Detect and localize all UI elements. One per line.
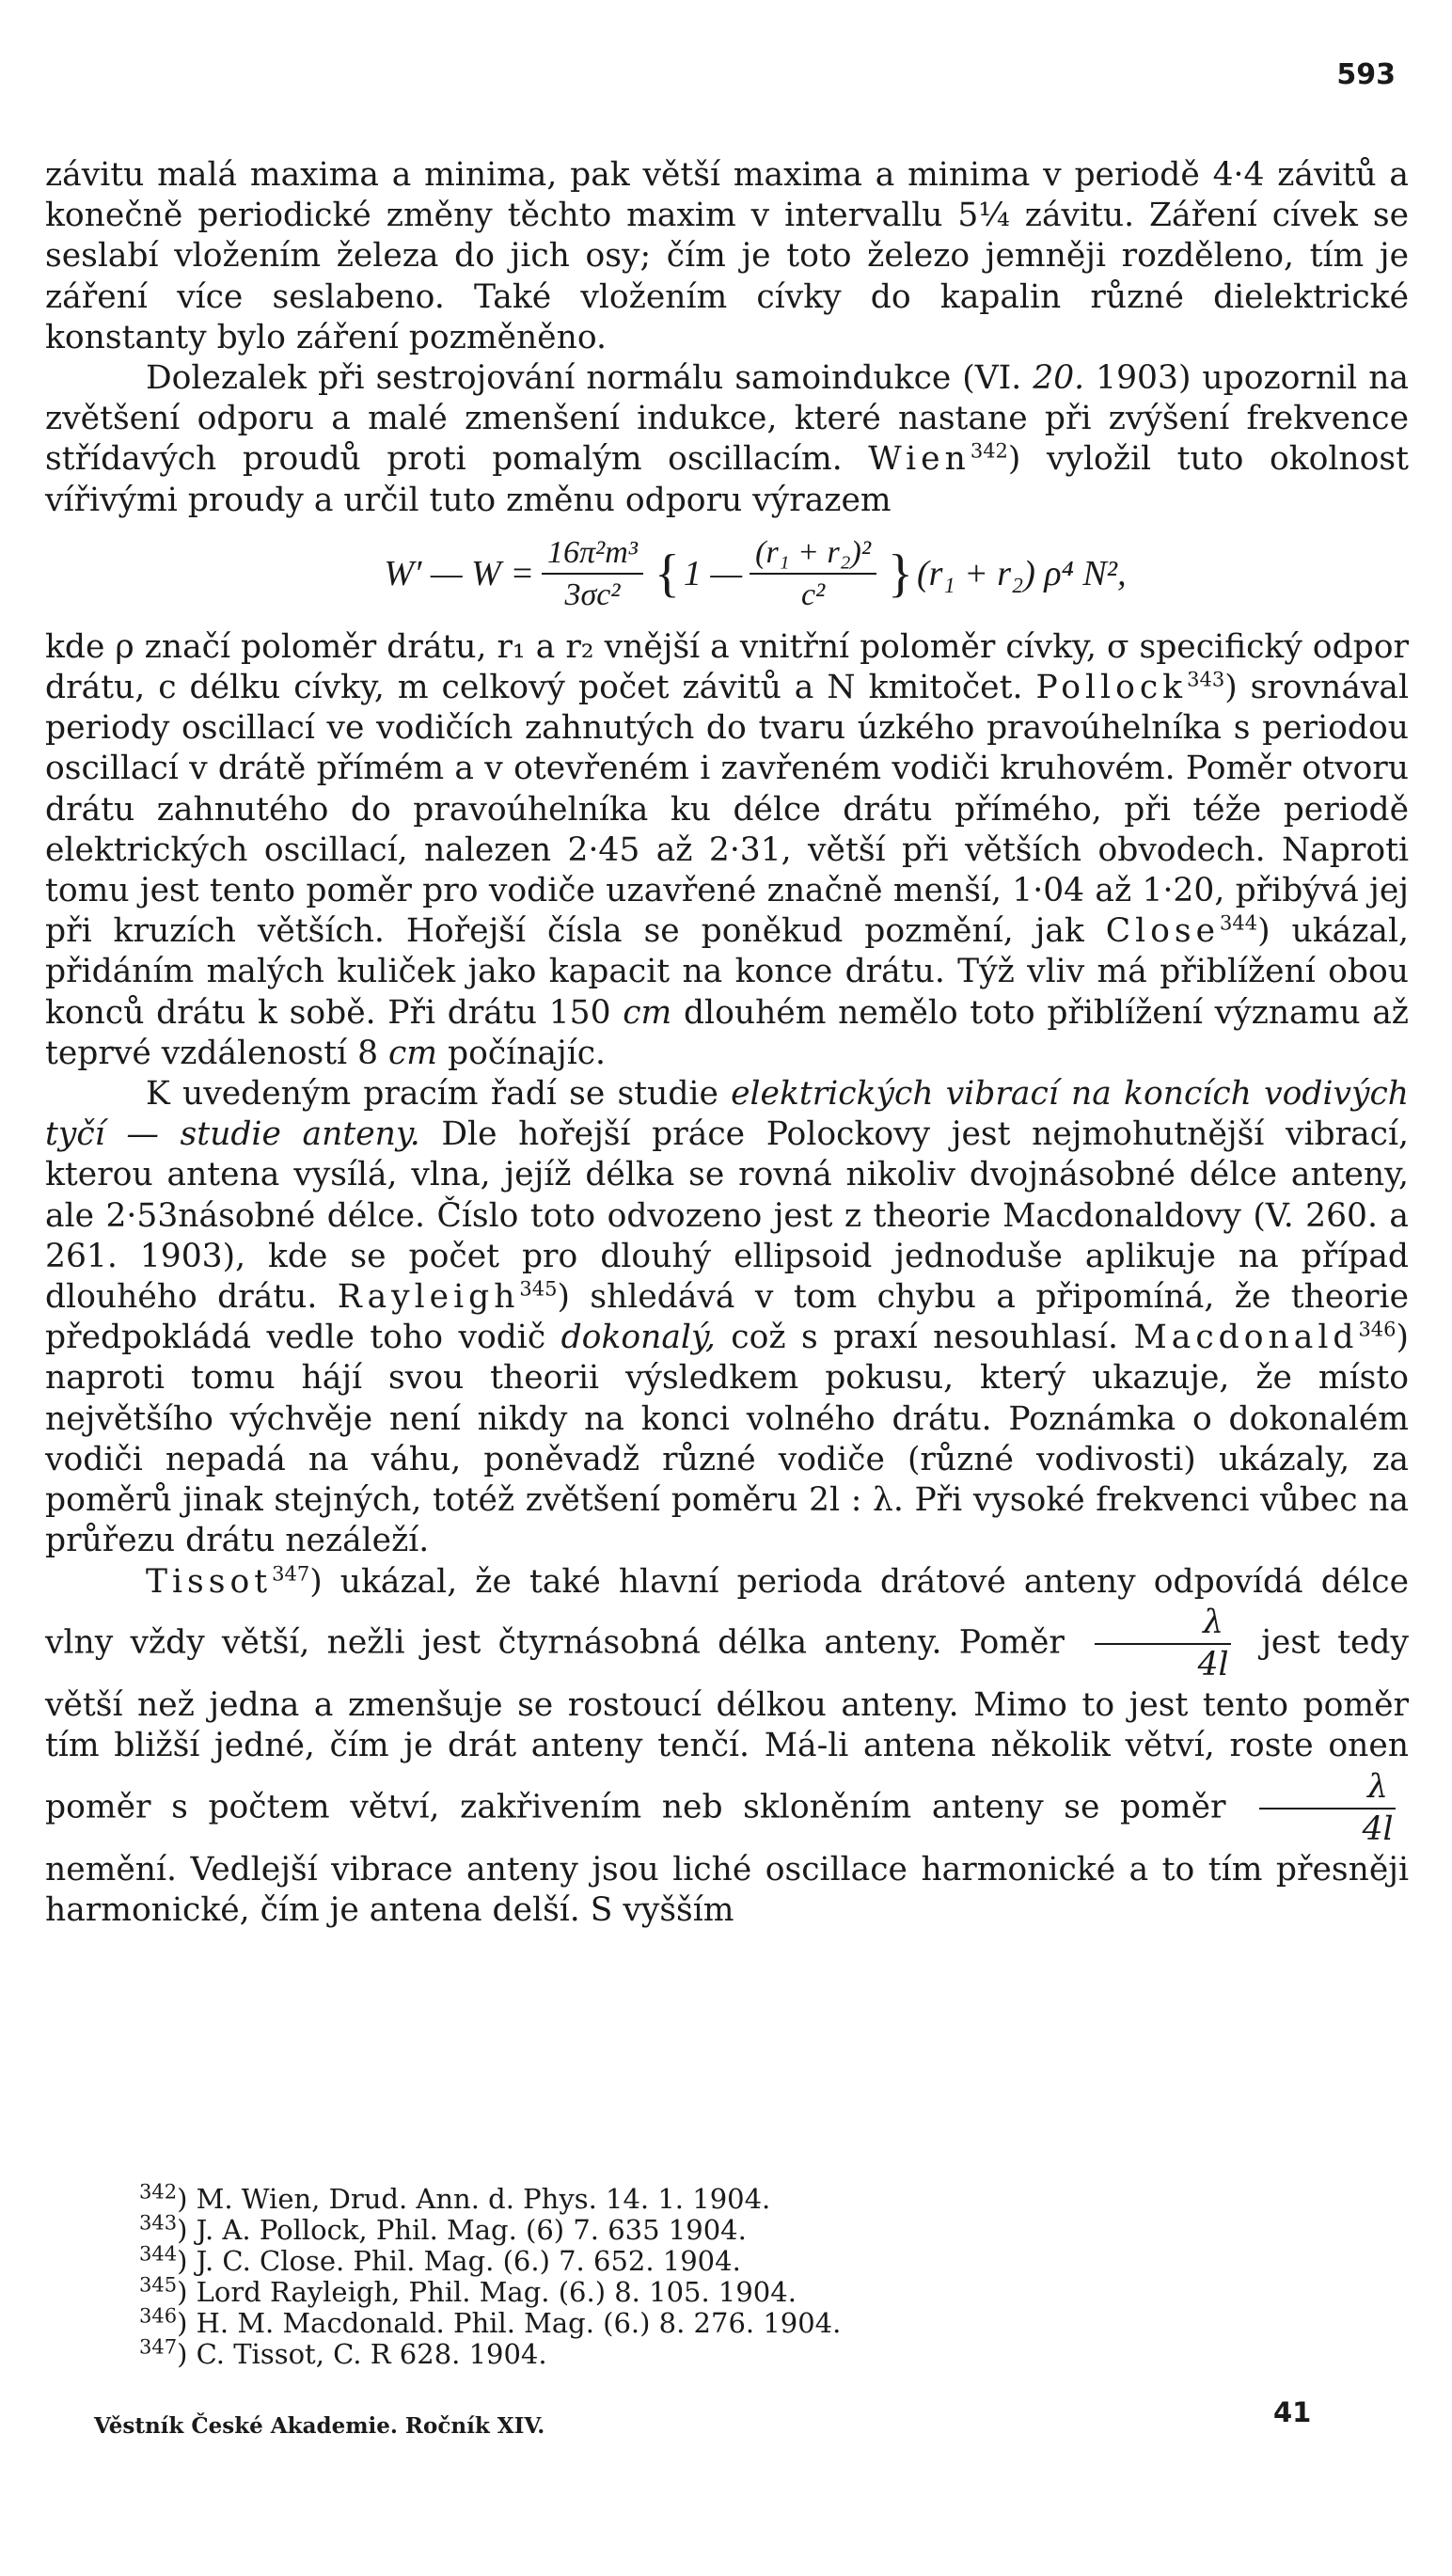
paragraph-3: kde ρ značí poloměr drátu, r₁ a r₂ vnější a vnitřní poloměr cívky, σ specifický odpor drátu, c délku cívky, m celkový počet závitů a N kmitočet. Pollock$^{343}$) srovnával periody oscillací ve vodičích zahnutých do tvaru úzkého pravoúhelníka s periodou oscillací v drátě přímém a v otevřeném i zavřeném vodiči kruhovém. Poměr otvoru drátu zahnutého do pravoúhelníka ku délce drátu přímého, při téže periodě elektrických oscillací, nalezen 2·45 až 2·31, větší při větších obvodech. Naproti tomu jest tento poměr pro vodiče uzavřené značně menší, 1·04 až 1·20, přibývá jej při kruzích větších. Hořejší čísla se poněkud pozmění, jak Close$^{344}$) ukázal, přidáním malých kuliček jako kapacit na konce drátu. Týž vliv má přiblížení obou konců drátu k sobě. Při drátu 150 cm dlouhém nemělo toto přiblížení významu až teprvé vzdáleností 8 cm počínajíc. <box>45 627 1409 1072</box>
study-title: elektrických vibrací na koncích vodivých tyčí — studie anteny. <box>45 1075 1409 1154</box>
footnote-ref: 342 <box>970 439 1008 463</box>
author-rayleigh: Rayleigh <box>337 1278 520 1317</box>
formula: W′ — W = $\frac{\text{16π²m³}}{\text{3σc²}}$ { 1 — $\frac{\text{(r₁ + r₂)²}}{\text{c²}}$ } (r₁ + r₂) ρ⁴ N², <box>45 521 1409 627</box>
footnote: $^{344}$) J. C. Close. Phil. Mag. (6.) 7. 652. 1904. <box>139 2242 741 2277</box>
signature-number: 41 <box>1273 2396 1312 2428</box>
footnote-ref: 346 <box>1358 1318 1397 1341</box>
footnote: $^{345}$) Lord Rayleigh, Phil. Mag. (6.) 8. 105. 1904. <box>139 2273 797 2308</box>
footnote: $^{347}$) C. Tissot, C. R 628. 1904. <box>139 2335 547 2370</box>
formula-inner-fraction: $\frac{\text{(r₁ + r₂)²}}{\text{c²}}$ <box>750 532 876 615</box>
ratio-fraction: $\frac{\lambda}{4l}$ <box>1259 1767 1396 1850</box>
paragraph-1: závitu malá maxima a minima, pak větší maxima a minima v periodě 4·4 závitů a konečně periodické změny těchto maxim v intervallu 5¹⁄₄ závitu. Záření cívek se seslabí vložením železa do jich osy; čím je toto železo jemněji rozděleno, tím je záření více seslabeno. Také vložením cívky do kapalin různé dielektrické konstanty bylo záření pozměněno. <box>45 156 1409 356</box>
footnote-ref: 344 <box>1220 911 1258 935</box>
footnotes <box>139 2180 1362 2370</box>
author-wien: Wien <box>868 440 971 479</box>
journal-footer: Věstník České Akademie. Ročník XIV. <box>94 2413 545 2439</box>
ratio-fraction: $\frac{\lambda}{4l}$ <box>1095 1603 1231 1685</box>
formula-lhs: W′ — W = <box>384 553 534 593</box>
body-text <box>45 155 1409 1931</box>
formula-fraction: $\frac{\text{16π²m³}}{\text{3σc²}}$ <box>542 532 643 615</box>
footnote-ref: 345 <box>519 1277 558 1301</box>
author-close: Close <box>1105 912 1221 951</box>
footnote: $^{343}$) J. A. Pollock, Phil. Mag. (6) 7. 635 1904. <box>139 2211 747 2246</box>
footnote-ref: 343 <box>1187 668 1225 691</box>
page-number: 593 <box>1336 58 1396 91</box>
footnote: $^{346}$) H. M. Macdonald. Phil. Mag. (6.) 8. 276. 1904. <box>139 2304 842 2339</box>
author-tissot: Tissot <box>146 1562 273 1601</box>
author-macdonald: Macdonald <box>1133 1319 1359 1357</box>
paragraph-5: Tissot$^{347}$) ukázal, že také hlavní perioda drátové anteny odpovídá délce vlny vždy větší, nežli jest čtyrnásobná délka anteny. Poměr $\frac{\lambda}{4l}$ jest tedy větší než jedna a zmenšuje se rostoucí délkou anteny. Mimo to jest tento poměr tím bližší jedné, čím je drát anteny tenčí. Má-li antena několik větví, roste onen poměr s počtem větví, zakřivením neb skloněním anteny se poměr $\frac{\lambda}{4l}$ nemění. Vedlejší vibrace anteny jsou liché oscillace harmonické a to tím přesněji harmonické, čím je antena delší. S vyšším <box>45 1562 1409 1930</box>
author-pollock: Pollock <box>1035 669 1188 707</box>
footnote: $^{342}$) M. Wien, Drud. Ann. d. Phys. 14. 1. 1904. <box>139 2180 771 2215</box>
footnote-ref: 347 <box>272 1562 310 1585</box>
paragraph-4: K uvedeným pracím řadí se studie elektrických vibrací na koncích vodivých tyčí — studie anteny. Dle hořejší práce Polockovy jest nejmohutnější vibrací, kterou antena vysílá, vlna, jejíž délka se rovná nikoliv dvojnásobné délce anteny, ale 2·53násobné délce. Číslo toto odvozeno jest z theorie Macdonaldovy (V. 260. a 261. 1903), kde se počet pro dlouhý ellipsoid jednoduše aplikuje na případ dlouhého drátu. Rayleigh$^{345}$) shledává v tom chybu a připomíná, že theorie předpokládá vedle toho vodič dokonalý, což s praxí nesouhlasí. Macdonald$^{346}$) naproti tomu hájí svou theorii výsledkem pokusu, který ukazuje, že místo největšího výchvěje není nikdy na konci volného drátu. Poznámka o dokonalém vodiči nepadá na váhu, poněvadž různé vodiče (různé vodivosti) ukázaly, za poměrů jinak stejných, totéž zvětšení poměru 2l : λ. Při vysoké frekvenci vůbec na průřezu drátu nezáleží. <box>45 1075 1409 1560</box>
paragraph-2: Dolezalek při sestrojování normálu samoindukce (VI. 20. 1903) upozornil na zvětšení odporu a malé zmenšení indukce, které nastane při zvýšení frekvence střídavých proudů proti pomalým oscillacím. Wien$^{342}$) vyložil tuto okolnost vířivými proudy a určil tuto změnu odporu výrazem <box>45 359 1410 519</box>
